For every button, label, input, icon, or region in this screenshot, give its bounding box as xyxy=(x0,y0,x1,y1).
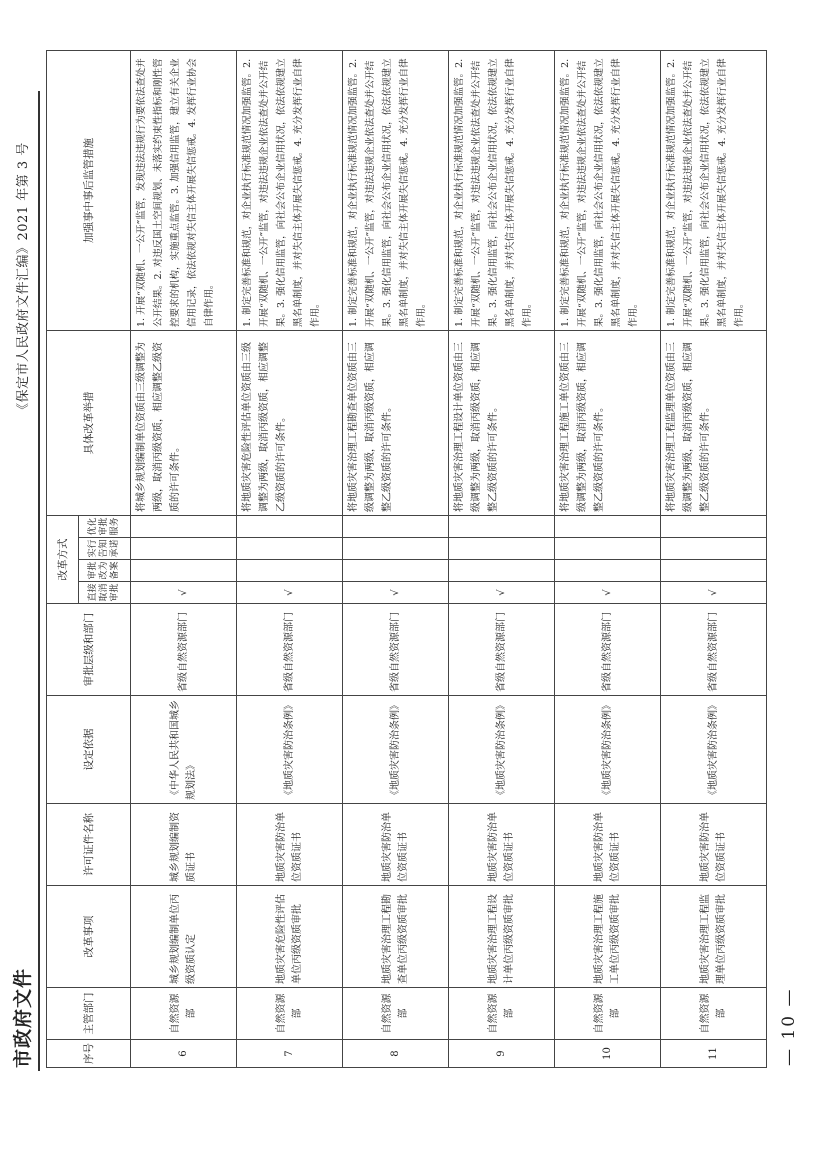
row-measures: 1. 制定完善标准和规范，对企业执行标准规范情况加强监管。2. 开展“双随机、一公开”监管，对违法违规企业依法查处并公开结果。3. 强化信用监管，向社会公布企业信用状况，依法依规建立黑名单制度，并对失信主体开展失信惩戒。4. 充分发挥行业自律作用。 xyxy=(237,51,343,331)
row-method-filing xyxy=(555,560,661,582)
row-item: 地质灾害治理工程施工单位丙级资质审批 xyxy=(555,886,661,988)
header-method-cancel: 直接取消审批 xyxy=(79,582,131,604)
row-seq: 11 xyxy=(661,1040,767,1068)
header-method-group: 改革方式 xyxy=(47,516,79,604)
table-header-row xyxy=(47,51,79,1068)
table-row xyxy=(343,51,449,1068)
row-license: 地质灾害防治单位资质证书 xyxy=(661,804,767,886)
row-method-filing xyxy=(237,560,343,582)
row-approver: 省级自然资源部门 xyxy=(449,604,555,696)
row-method-filing xyxy=(449,560,555,582)
header-license: 许可证件名称 xyxy=(47,804,131,886)
row-item: 城乡规划编制单位丙级资质认定 xyxy=(131,886,237,988)
row-specific: 将地质灾害治理工程设计单位资质由三级调整为两级，取消丙级资质，相应调整乙级资质的许可条件。 xyxy=(449,331,555,516)
row-license: 城乡规划编制资质证书 xyxy=(131,804,237,886)
row-approver: 省级自然资源部门 xyxy=(131,604,237,696)
row-item: 地质灾害治理工程勘查单位丙级资质审批 xyxy=(343,886,449,988)
row-license: 地质灾害防治单位资质证书 xyxy=(449,804,555,886)
row-seq: 6 xyxy=(131,1040,237,1068)
row-method-optimize xyxy=(449,516,555,538)
table-row xyxy=(555,51,661,1068)
row-approver: 省级自然资源部门 xyxy=(237,604,343,696)
row-basis: 《地质灾害防治条例》 xyxy=(555,696,661,804)
row-method-commitment xyxy=(449,538,555,560)
row-dept: 自然资源部 xyxy=(237,988,343,1040)
row-license: 地质灾害防治单位资质证书 xyxy=(555,804,661,886)
row-method-optimize xyxy=(131,516,237,538)
row-basis: 《地质灾害防治条例》 xyxy=(661,696,767,804)
table-row xyxy=(237,51,343,1068)
header-seq: 序号 xyxy=(47,1040,131,1068)
row-item: 地质灾害危险性评估单位丙级资质审批 xyxy=(237,886,343,988)
row-specific: 将地质灾害治理工程勘查单位资质由三级调整为两级，取消丙级资质，相应调整乙级资质的许可条件。 xyxy=(343,331,449,516)
row-method-commitment xyxy=(343,538,449,560)
row-seq: 10 xyxy=(555,1040,661,1068)
row-basis: 《地质灾害防治条例》 xyxy=(237,696,343,804)
row-method-optimize xyxy=(343,516,449,538)
row-method-commitment xyxy=(237,538,343,560)
header-left-title: 市政府文件 xyxy=(12,967,34,1068)
row-method-cancel: √ xyxy=(449,582,555,604)
row-dept: 自然资源部 xyxy=(449,988,555,1040)
header-method-optimize: 优化审批服务 xyxy=(79,516,131,538)
row-license: 地质灾害防治单位资质证书 xyxy=(343,804,449,886)
row-item: 地质灾害治理工程监理单位丙级资质审批 xyxy=(661,886,767,988)
row-basis: 《中华人民共和国城乡规划法》 xyxy=(131,696,237,804)
row-dept: 自然资源部 xyxy=(343,988,449,1040)
reform-table xyxy=(46,50,767,1068)
row-approver: 省级自然资源部门 xyxy=(343,604,449,696)
row-method-optimize xyxy=(661,516,767,538)
row-approver: 省级自然资源部门 xyxy=(661,604,767,696)
header-method-filing: 审批改为备案 xyxy=(79,560,131,582)
header-rule xyxy=(38,91,40,1071)
row-dept: 自然资源部 xyxy=(555,988,661,1040)
row-method-optimize xyxy=(555,516,661,538)
row-measures: 1. 制定完善标准和规范，对企业执行标准规范情况加强监管。2. 开展“双随机、一公开”监管，对违法违规企业依法查处并公开结果。3. 强化信用监管，向社会公布企业信用状况，依法依规建立黑名单制度，并对失信主体开展失信惩戒。4. 充分发挥行业自律作用。 xyxy=(555,51,661,331)
row-measures: 1. 制定完善标准和规范，对企业执行标准规范情况加强监管。2. 开展“双随机、一公开”监管，对违法违规企业依法查处并公开结果。3. 强化信用监管，向社会公布企业信用状况，依法依规建立黑名单制度，并对失信主体开展失信惩戒。4. 充分发挥行业自律作用。 xyxy=(449,51,555,331)
row-method-commitment xyxy=(131,538,237,560)
row-method-cancel: √ xyxy=(131,582,237,604)
row-specific: 将城乡规划编制单位资质由三级调整为两级，取消丙级资质，相应调整乙级资质的许可条件。 xyxy=(131,331,237,516)
row-measures: 1. 制定完善标准和规范，对企业执行标准规范情况加强监管。2. 开展“双随机、一公开”监管，对违法违规企业依法查处并公开结果。3. 强化信用监管，向社会公布企业信用状况，依法依规建立黑名单制度，并对失信主体开展失信惩戒。4. 充分发挥行业自律作用。 xyxy=(661,51,767,331)
row-specific: 将地质灾害危险性评估单位资质由三级调整为两级，取消丙级资质，相应调整乙级资质的许可条件。 xyxy=(237,331,343,516)
table-row xyxy=(449,51,555,1068)
page-number: — 10 — xyxy=(779,987,799,1066)
row-specific: 将地质灾害治理工程施工单位资质由三级调整为两级，取消丙级资质，相应调整乙级资质的许可条件。 xyxy=(555,331,661,516)
header-right-title: 《保定市人民政府文件汇编》2021 年第 3 号 xyxy=(16,142,31,416)
row-seq: 9 xyxy=(449,1040,555,1068)
row-item: 地质灾害治理工程设计单位丙级资质审批 xyxy=(449,886,555,988)
row-method-commitment xyxy=(555,538,661,560)
row-dept: 自然资源部 xyxy=(131,988,237,1040)
header-specific: 具体改革举措 xyxy=(47,331,131,516)
row-approver: 省级自然资源部门 xyxy=(555,604,661,696)
row-measures: 1. 开展“双随机、一公开”监管，发现违法违规行为要依法查处并公开结果。2. 对违反国土空间规划、未落实约束性指标和刚性管控要求的机构，实施重点监管。3. 加强信用监管，建立有关企业信用记录，依法依规对失信主体开展失信惩戒。4. 发挥行业协会自律作用。 xyxy=(131,51,237,331)
row-specific: 将地质灾害治理工程监理单位资质由三级调整为两级，取消丙级资质，相应调整乙级资质的许可条件。 xyxy=(661,331,767,516)
row-dept: 自然资源部 xyxy=(661,988,767,1040)
header-item: 改革事项 xyxy=(47,886,131,988)
table-row xyxy=(661,51,767,1068)
header-basis: 设定依据 xyxy=(47,696,131,804)
table-body xyxy=(131,51,767,1068)
header-measures: 加强事中事后监管措施 xyxy=(47,51,131,331)
row-method-cancel: √ xyxy=(237,582,343,604)
table-row xyxy=(131,51,237,1068)
header-dept: 主管部门 xyxy=(47,988,131,1040)
row-method-filing xyxy=(661,560,767,582)
row-license: 地质灾害防治单位资质证书 xyxy=(237,804,343,886)
row-method-cancel: √ xyxy=(661,582,767,604)
row-method-filing xyxy=(343,560,449,582)
row-seq: 8 xyxy=(343,1040,449,1068)
row-method-cancel: √ xyxy=(555,582,661,604)
row-measures: 1. 制定完善标准和规范，对企业执行标准规范情况加强监管。2. 开展“双随机、一公开”监管，对违法违规企业依法查处并公开结果。3. 强化信用监管，向社会公布企业信用状况，依法依规建立黑名单制度，并对失信主体开展失信惩戒。4. 充分发挥行业自律作用。 xyxy=(343,51,449,331)
row-method-filing xyxy=(131,560,237,582)
header-approver: 审批层级和部门 xyxy=(47,604,131,696)
row-basis: 《地质灾害防治条例》 xyxy=(343,696,449,804)
row-seq: 7 xyxy=(237,1040,343,1068)
row-method-optimize xyxy=(237,516,343,538)
row-basis: 《地质灾害防治条例》 xyxy=(449,696,555,804)
header-method-commitment: 实行告知承诺 xyxy=(79,538,131,560)
row-method-cancel: √ xyxy=(343,582,449,604)
row-method-commitment xyxy=(661,538,767,560)
